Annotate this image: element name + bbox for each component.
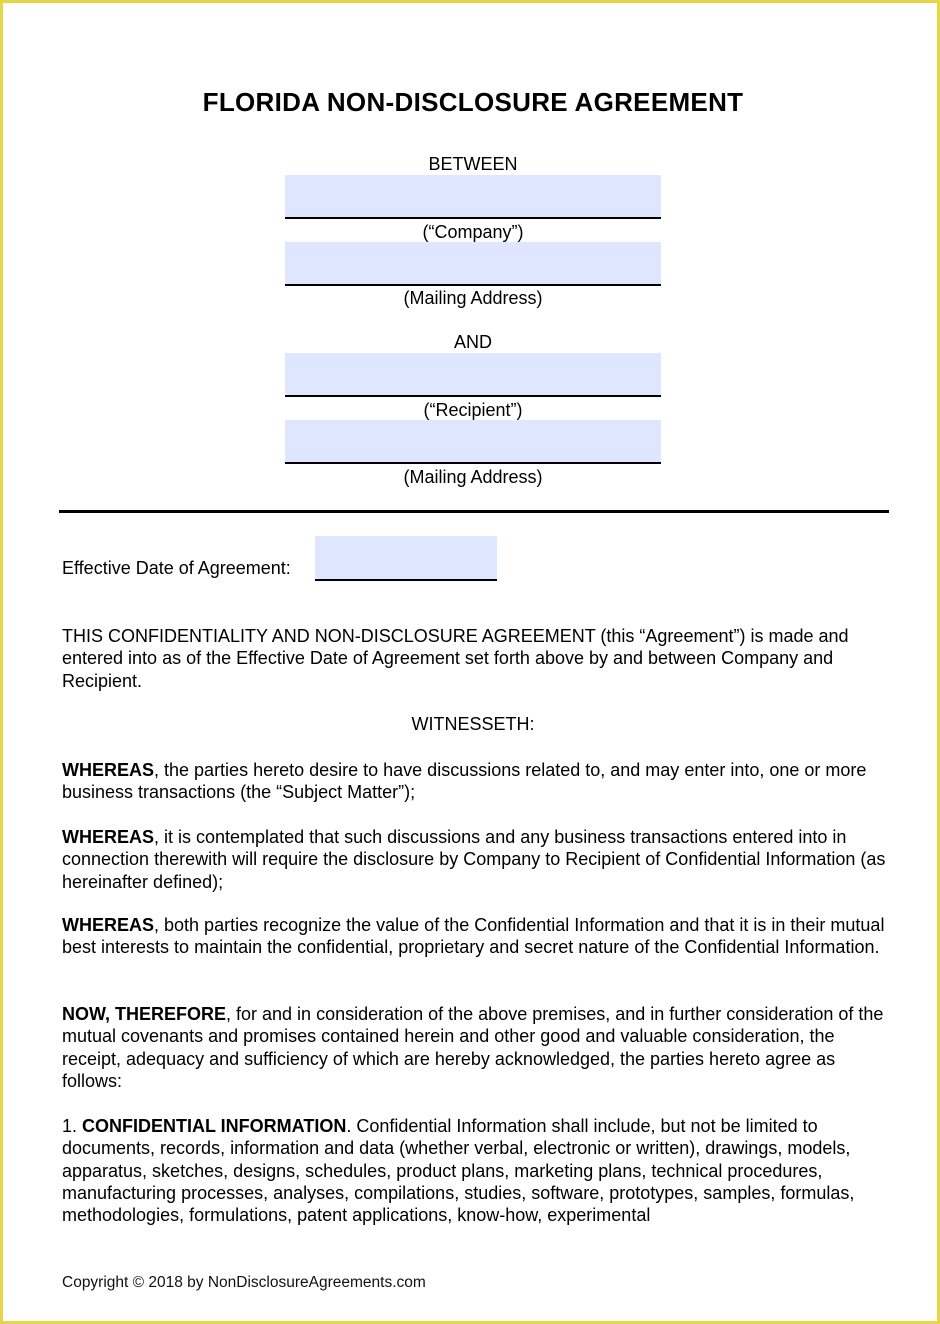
whereas-paragraph-3: WHEREAS, both parties recognize the value of the Confidential Information and that it is in their mutual best interests to maintain the confidential, proprietary and secret nature of the Confidential Information. [62, 915, 885, 958]
effective-date-label: Effective Date of Agreement: [62, 558, 291, 578]
company-name-field[interactable] [285, 175, 661, 219]
section-1-confidential-information: 1. CONFIDENTIAL INFORMATION. Confidential Information shall include, but not be limited to documents, records, information and data (whether verbal, electronic or written), drawings, models, apparatus, sketches, designs, schedules, product plans, marketing plans, technical procedures, manufacturing processes, analyses, compilations, studies, software, prototypes, samples, formulas, methodologies, formulations, patent applications, know-how, experimental [62, 1116, 855, 1226]
section-divider [59, 510, 889, 513]
company-caption: (“Company”) [422, 222, 524, 242]
recipient-caption: (“Recipient”) [423, 400, 523, 420]
effective-date-field[interactable] [315, 536, 497, 581]
whereas-paragraph-1: WHEREAS, the parties hereto desire to have discussions related to, and may enter into, one or more business transactions (the “Subject Matter”); [62, 760, 867, 803]
document-title: FLORIDA NON-DISCLOSURE AGREEMENT [202, 87, 744, 117]
now-therefore-paragraph: NOW, THEREFORE, for and in consideration of the above premises, and in further consideration of the mutual covenants and promises contained herein and other good and valuable consideration, the receipt, adequacy and sufficiency of which are hereby acknowledged, the parties hereto agree as follows: [62, 1004, 884, 1091]
copyright-footer: Copyright © 2018 by NonDisclosureAgreements.com [62, 1274, 426, 1291]
between-label: BETWEEN [428, 154, 518, 174]
company-address-caption: (Mailing Address) [403, 288, 543, 308]
and-label: AND [453, 332, 492, 352]
whereas-paragraph-2: WHEREAS, it is contemplated that such discussions and any business transactions entered into in connection therewith will require the disclosure by Company to Recipient of Confidential Information (as hereinafter defined); [62, 827, 886, 892]
recipient-address-field[interactable] [285, 420, 661, 464]
intro-paragraph: THIS CONFIDENTIALITY AND NON-DISCLOSURE AGREEMENT (this “Agreement”) is made and entered into as of the Effective Date of Agreement set forth above by and between Company and Recipient. [62, 626, 849, 691]
recipient-address-caption: (Mailing Address) [403, 467, 543, 487]
company-address-field[interactable] [285, 242, 661, 286]
recipient-name-field[interactable] [285, 353, 661, 397]
witnesseth-heading: WITNESSETH: [411, 714, 535, 734]
